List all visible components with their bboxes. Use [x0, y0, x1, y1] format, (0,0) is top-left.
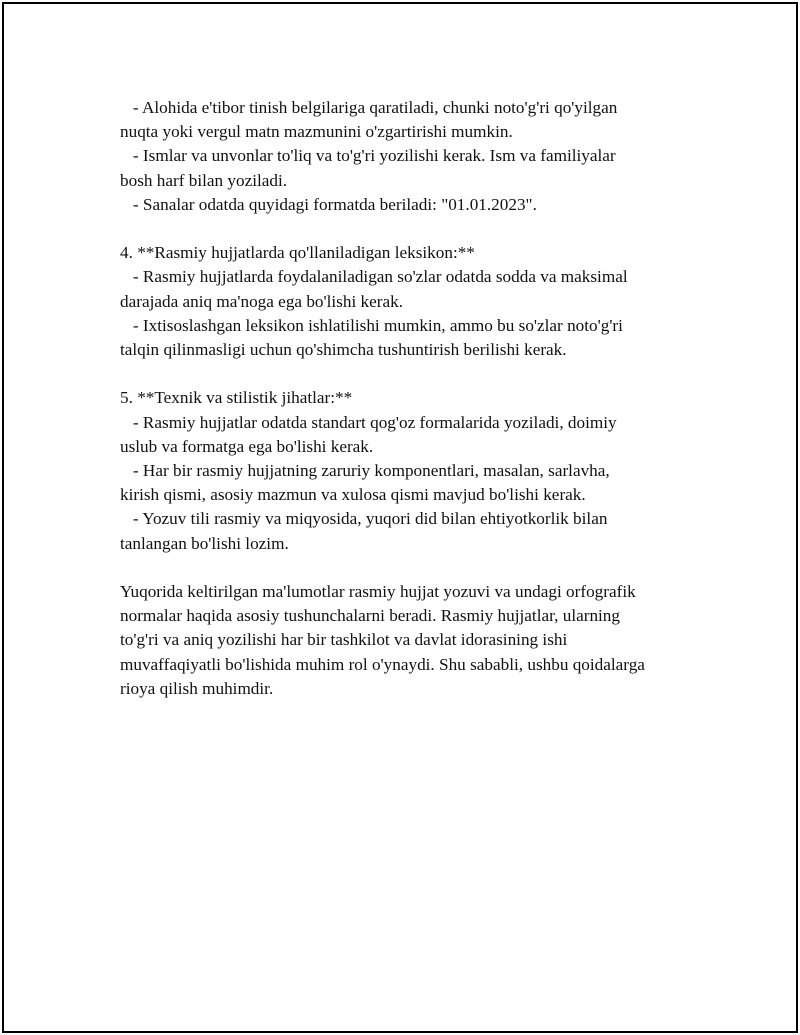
text-line: - Yozuv tili rasmiy va miqyosida, yuqori did bilan ehtiyotkorlik bilan	[120, 509, 608, 529]
text-line: to'g'ri va aniq yozilishi har bir tashkilot va davlat idorasining ishi	[120, 630, 568, 650]
text-line: Yuqorida keltirilgan ma'lumotlar rasmiy hujjat yozuvi va undagi orfografik	[120, 582, 636, 602]
block-conclusion	[120, 580, 720, 701]
block-section-5	[120, 386, 720, 555]
paragraph-gap	[120, 556, 720, 580]
text-line: rioya qilish muhimdir.	[120, 678, 274, 698]
text-line: normalar haqida asosiy tushunchalarni beradi. Rasmiy hujjatlar, ularning	[120, 606, 620, 626]
text-line: muvaffaqiyatli bo'lishida muhim rol o'ynaydi. Shu sababli, ushbu qoidalarga	[120, 654, 645, 674]
text-line: - Alohida e'tibor tinish belgilariga qaratiladi, chunki noto'g'ri qo'yilgan	[120, 98, 618, 117]
paragraph-gap	[120, 362, 720, 386]
document-body	[120, 96, 720, 701]
text-line: - Ismlar va unvonlar to'liq va to'g'ri yozilishi kerak. Ism va familiyalar	[120, 146, 616, 166]
block-punctuation-rules	[120, 96, 720, 217]
text-line: uslub va formatga ega bo'lishi kerak.	[120, 436, 374, 456]
paragraph-gap	[120, 217, 720, 241]
section-heading: 4. **Rasmiy hujjatlarda qo'llaniladigan leksikon:**	[120, 243, 475, 263]
text-line: - Har bir rasmiy hujjatning zaruriy komponentlari, masalan, sarlavha,	[120, 461, 610, 481]
text-line: - Ixtisoslashgan leksikon ishlatilishi mumkin, ammo bu so'zlar noto'g'ri	[120, 315, 623, 335]
text-line: - Rasmiy hujjatlar odatda standart qog'oz formalarida yoziladi, doimiy	[120, 412, 617, 432]
text-line: tanlangan bo'lishi lozim.	[120, 533, 289, 553]
block-section-4	[120, 241, 720, 362]
text-line: - Rasmiy hujjatlarda foydalaniladigan so'zlar odatda sodda va maksimal	[120, 267, 628, 287]
text-line: bosh harf bilan yoziladi.	[120, 170, 288, 190]
page-frame	[2, 2, 798, 1033]
text-line: nuqta yoki vergul matn mazmunini o'zgartirishi mumkin.	[120, 122, 513, 142]
text-line: talqin qilinmasligi uchun qo'shimcha tushuntirish berilishi kerak.	[120, 340, 567, 360]
text-line: kirish qismi, asosiy mazmun va xulosa qismi mavjud bo'lishi kerak.	[120, 485, 586, 505]
section-heading: 5. **Texnik va stilistik jihatlar:**	[120, 388, 353, 408]
text-line: - Sanalar odatda quyidagi formatda beriladi: "01.01.2023".	[120, 194, 537, 214]
text-line: darajada aniq ma'noga ega bo'lishi kerak.	[120, 291, 403, 311]
